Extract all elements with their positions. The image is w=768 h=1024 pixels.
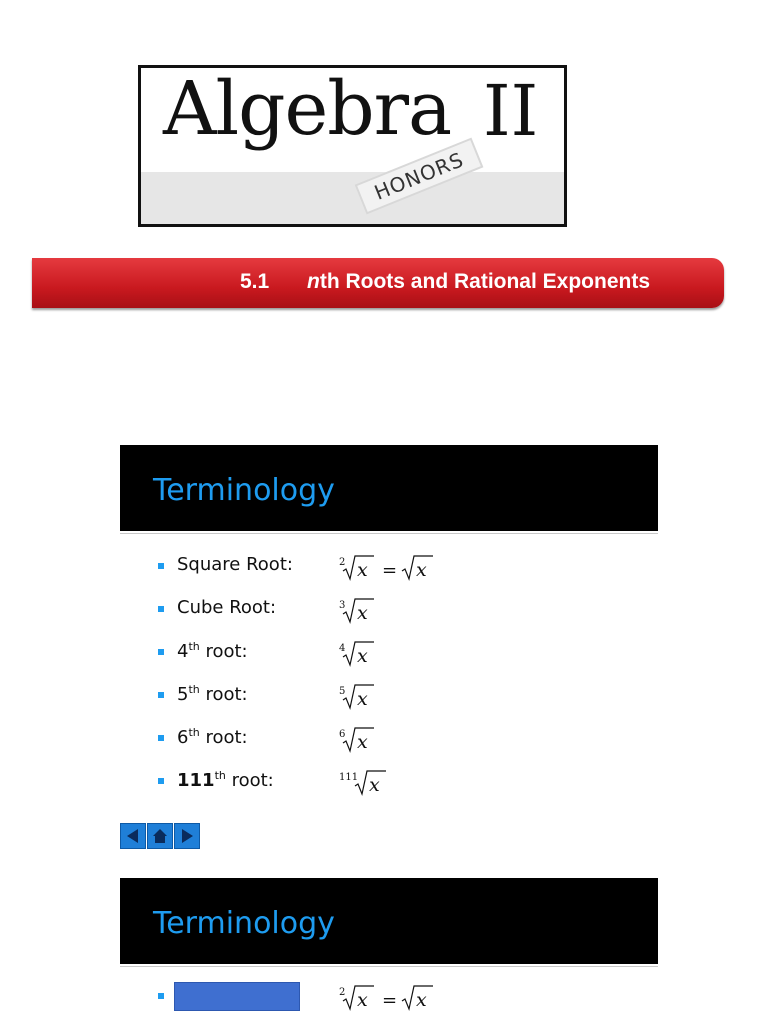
- section-banner: [32, 258, 724, 308]
- equals-sign: =: [382, 990, 398, 1011]
- slide1-header: [120, 445, 658, 531]
- radicand: x: [416, 989, 427, 1011]
- hidden-term-box[interactable]: [174, 982, 300, 1011]
- bullet-icon: [158, 563, 164, 569]
- radical-expression: [338, 767, 390, 799]
- term-row: [158, 552, 558, 582]
- slide2-title: Terminology: [153, 906, 335, 941]
- term-ordinal: 4: [177, 641, 189, 662]
- term-row: [158, 767, 558, 797]
- radical-expression: [338, 595, 378, 627]
- section-title: [307, 270, 650, 294]
- next-button[interactable]: [174, 823, 200, 849]
- term-ordinal: 6: [177, 727, 189, 748]
- next-icon: [175, 824, 199, 848]
- term-ordinal-suffix: th: [188, 726, 200, 739]
- term-word: root:: [199, 641, 248, 662]
- section-title-rest: th Roots and Rational Exponents: [319, 270, 651, 293]
- logo-title: Algebra: [163, 66, 452, 152]
- section-number: 5.1: [240, 270, 270, 293]
- root-index: 111: [339, 772, 359, 783]
- bullet-icon: [158, 993, 164, 999]
- logo-band: [141, 172, 564, 224]
- term-label: Cube Root:: [177, 597, 277, 618]
- slide2-divider: [120, 966, 658, 967]
- bullet-icon: [158, 778, 164, 784]
- slide1-divider: [120, 533, 658, 534]
- term-expression: [338, 595, 378, 632]
- term-row: [158, 681, 558, 711]
- term-row: [158, 638, 558, 668]
- radicand: x: [357, 731, 368, 753]
- bullet-icon: [158, 735, 164, 741]
- algebra-logo: [138, 65, 567, 227]
- term-expression: [338, 638, 378, 675]
- home-button[interactable]: [147, 823, 173, 849]
- radicand: x: [357, 989, 368, 1011]
- bullet-icon: [158, 606, 164, 612]
- term-row: [158, 724, 558, 754]
- term-label: [177, 683, 248, 705]
- term-ordinal-suffix: th: [214, 769, 226, 782]
- term-expression: [338, 767, 390, 804]
- term-ordinal-suffix: th: [188, 683, 200, 696]
- term-word: root:: [199, 684, 248, 705]
- square-root-expression: [338, 982, 444, 1019]
- radical-expression: [338, 681, 378, 713]
- term-expression: [338, 552, 444, 589]
- term-ordinal-suffix: th: [188, 640, 200, 653]
- term-word: root:: [199, 727, 248, 748]
- root-index: 2: [339, 987, 346, 998]
- home-icon: [148, 824, 172, 848]
- radicand: x: [357, 688, 368, 710]
- bullet-icon: [158, 692, 164, 698]
- radicand: x: [357, 559, 368, 581]
- slide2-header: [120, 878, 658, 964]
- root-index: 5: [339, 686, 346, 697]
- equals-sign: =: [382, 560, 398, 581]
- section-title-var: n: [307, 270, 320, 293]
- term-label: [177, 640, 248, 662]
- previous-icon: [121, 824, 145, 848]
- term-expression: [338, 724, 378, 761]
- radical-expression: [338, 724, 378, 756]
- root-index: 4: [339, 643, 346, 654]
- term-label: Square Root:: [177, 554, 293, 575]
- term-word: root:: [225, 770, 274, 791]
- radicand: x: [357, 645, 368, 667]
- radicand: x: [357, 602, 368, 624]
- radical-expression: [338, 638, 378, 670]
- term-label: [177, 769, 274, 791]
- radicand: x: [416, 559, 427, 581]
- honors-stamp: HONORS: [355, 138, 484, 215]
- term-ordinal: 111: [177, 770, 215, 791]
- term-expression: [338, 681, 378, 718]
- radical-expression: [338, 552, 444, 584]
- root-index: 3: [339, 600, 346, 611]
- term-ordinal: 5: [177, 684, 189, 705]
- term-row: [158, 595, 558, 625]
- root-index: 6: [339, 729, 346, 740]
- radical-expression: [338, 982, 444, 1014]
- slide1-title: Terminology: [153, 473, 335, 508]
- logo-numeral: II: [483, 70, 539, 152]
- root-index: 2: [339, 557, 346, 568]
- previous-button[interactable]: [120, 823, 146, 849]
- radicand: x: [369, 774, 380, 796]
- bullet-icon: [158, 649, 164, 655]
- term-label: [177, 726, 248, 748]
